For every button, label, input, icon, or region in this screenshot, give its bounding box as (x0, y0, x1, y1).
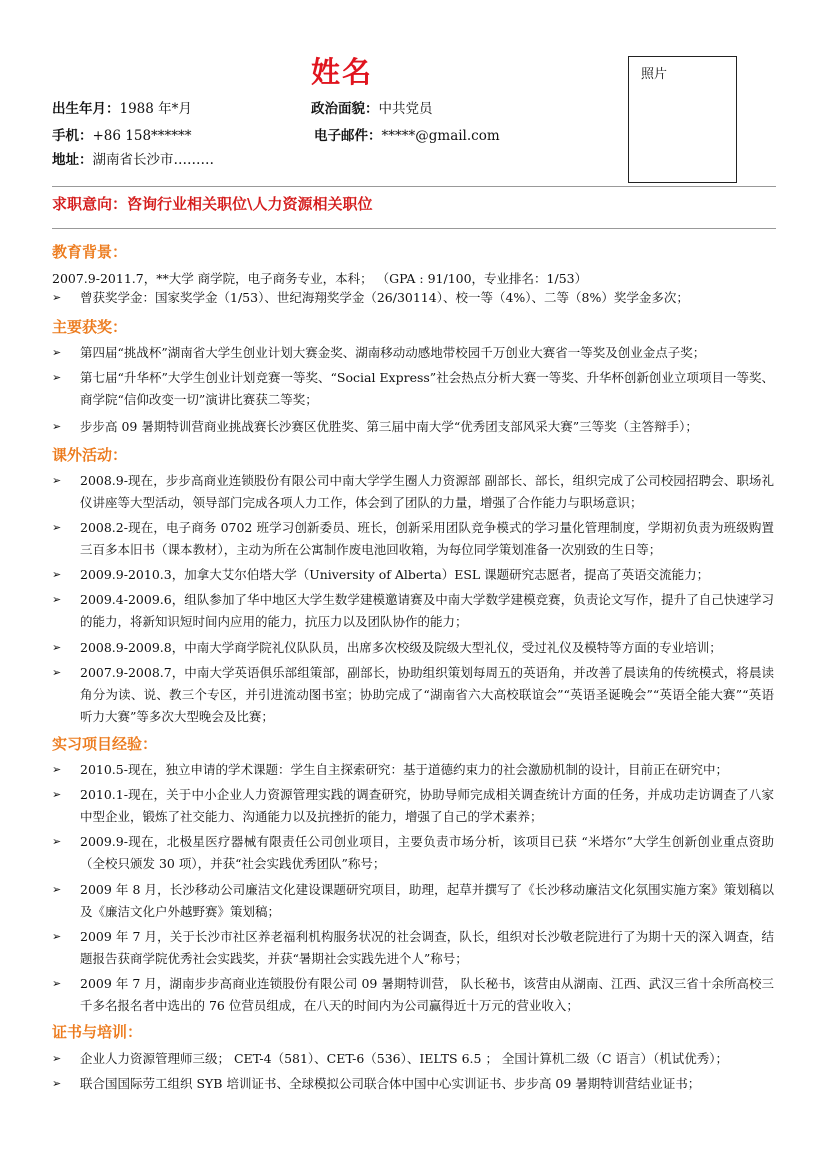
political-label: 政治面貌： (311, 101, 379, 117)
bullet-icon: ➢ (52, 371, 62, 384)
bullet-icon: ➢ (52, 521, 62, 534)
political-value: 中共党员 (378, 101, 433, 117)
list-item (52, 470, 776, 514)
list-item (52, 637, 776, 659)
bullet-icon: ➢ (52, 420, 62, 433)
address-row (52, 148, 214, 168)
list-item (52, 342, 776, 364)
list-item (52, 973, 776, 1017)
education-line: 2007.9-2011.7，**大学 商学院，电子商务专业，本科； （GPA : 91/100，专业排名：1/53） (52, 271, 588, 286)
divider-objective (52, 228, 776, 229)
bullet-icon: ➢ (52, 593, 62, 606)
list-item (52, 517, 776, 561)
birth-label: 出生年月： (52, 101, 120, 117)
bullet-icon: ➢ (52, 883, 62, 896)
list-item-text: 2009.4-2009.6，组队参加了华中地区大学生数学建模邀请赛及中南大学数学建模竞赛，负责论文写作，提升了自己快速学习的能力，将新知识短时间内应用的能力，抗压力以及团队协作的能力； (80, 592, 774, 629)
list-item (52, 831, 776, 875)
photo-placeholder (628, 56, 737, 183)
list-item-text: 2009 年 8 月，长沙移动公司廉洁文化建设课题研究项目，助理，起草并撰写了《长沙移动廉洁文化氛围实施方案》策划稿以及《廉洁文化户外越野赛》策划稿； (80, 882, 774, 919)
bullet-icon: ➢ (52, 835, 62, 848)
political-row (311, 97, 433, 117)
list-item (52, 287, 776, 309)
list-item (52, 879, 776, 923)
bullet-icon: ➢ (52, 568, 62, 581)
bullet-icon: ➢ (52, 788, 62, 801)
list-item-text: 联合国国际劳工组织 SYB 培训证书、全球模拟公司联合体中国中心实训证书、步步高 09 暑期特训营结业证书； (80, 1076, 701, 1091)
list-item-text: 2007.9-2008.7，中南大学英语俱乐部组策部，副部长，协助组织策划每周五的英语角，并改善了晨读角的传统模式，将晨读角分为读、说、教三个专区，并引进流动图书室；协助完成了“湖南省六大高校联谊会”“英语圣诞晚会”“英语全能大赛”“英语听力大赛”等多次大型晚会及比赛； (80, 665, 774, 724)
list-item-text: 企业人力资源管理师三级； CET-4（581）、CET-6（536）、IELTS 6.5 ； 全国计算机二级（C 语言）（机试优秀）； (80, 1051, 728, 1066)
divider-top (52, 186, 776, 187)
list-item-text: 2008.9-现在，步步高商业连锁股份有限公司中南大学学生圈人力资源部 副部长、部长，组织完成了公司校园招聘会、职场礼仪讲座等大型活动，领导部门完成各项人力工作，体会到了团队的力量，增强了合作能力与职场意识； (80, 473, 774, 510)
bullet-icon: ➢ (52, 930, 62, 943)
list-item (52, 784, 776, 828)
list-item-text: 2009.9-2010.3，加拿大艾尔伯塔大学（University of Alberta）ESL 课题研究志愿者，提高了英语交流能力； (80, 567, 710, 582)
list-item-text: 第七届“升华杯”大学生创业计划竞赛一等奖、“Social Express”社会热点分析大赛一等奖、升华杯创新创业立项项目一等奖、商学院“信仰改变一切”演讲比赛获二等奖； (80, 370, 774, 407)
list-item (52, 759, 776, 781)
list-item-text: 2009.9-现在，北极星医疗器械有限责任公司创业项目，主要负责市场分析，该项目已获 “米塔尔”大学生创新创业重点资助（全校只颁发 30 项），并获“社会实践优秀团队”称号； (80, 834, 774, 871)
list-item (52, 1048, 776, 1070)
birth-row (52, 97, 192, 117)
bullet-icon: ➢ (52, 346, 62, 359)
list-item (52, 416, 776, 438)
list-item-text: 2009 年 7 月，关于长沙市社区养老福利机构服务状况的社会调查，队长，组织对长沙敬老院进行了为期十天的深入调查，结题报告获商学院优秀社会实践奖，并获“暑期社会实践先进个人”称号； (80, 929, 774, 966)
bullet-icon: ➢ (52, 641, 62, 654)
bullet-icon: ➢ (52, 666, 62, 679)
email-value: *****@gmail.com (381, 128, 500, 144)
name-title: 姓名 (311, 55, 374, 89)
phone-value: +86 158****** (92, 128, 192, 144)
bullet-icon: ➢ (52, 1077, 62, 1090)
list-item-text: 2008.9-2009.8，中南大学商学院礼仪队队员，出席多次校级及院级大型礼仪，受过礼仪及模特等方面的专业培训； (80, 640, 722, 655)
bullet-icon: ➢ (52, 474, 62, 487)
bullet-icon: ➢ (52, 977, 62, 990)
email-label: 电子邮件： (314, 128, 382, 144)
job-objective: 求职意向：咨询行业相关职位\人力资源相关职位 (52, 195, 373, 213)
list-item-text: 第四届“挑战杯”湖南省大学生创业计划大赛金奖、湖南移动动感地带校园千万创业大赛省一等奖及创业金点子奖； (80, 345, 706, 360)
email-row (314, 124, 500, 144)
phone-row (52, 124, 192, 144)
list-item-text: 2010.1-现在，关于中小企业人力资源管理实践的调查研究，协助导师完成相关调查统计方面的任务，并成功走访调查了八家中型企业，锻炼了社交能力、沟通能力以及抗挫折的能力，增强了自己的学术素养； (80, 787, 774, 824)
list-item-text: 步步高 09 暑期特训营商业挑战赛长沙赛区优胜奖、第三届中南大学“优秀团支部风采大赛”三等奖（主答辩手）； (80, 419, 698, 434)
list-item (52, 662, 776, 728)
address-label: 地址： (52, 152, 93, 168)
section-title-awards: 主要获奖： (52, 318, 128, 336)
list-item (52, 564, 776, 586)
bullet-icon: ➢ (52, 291, 62, 304)
list-item-text: 2010.5-现在，独立申请的学术课题：学生自主探索研究：基于道德约束力的社会激励机制的设计，目前正在研究中； (80, 762, 728, 777)
section-title-internships: 实习项目经验： (52, 735, 158, 753)
list-item-text: 曾获奖学金：国家奖学金（1/53）、世纪海翔奖学金（26/30114）、校一等（4%）、二等（8%）奖学金多次； (80, 290, 689, 305)
list-item (52, 926, 776, 970)
list-item (52, 589, 776, 633)
section-title-activities: 课外活动： (52, 446, 128, 464)
address-value: 湖南省长沙市……… (92, 152, 214, 168)
photo-label: 照片 (641, 67, 668, 82)
bullet-icon: ➢ (52, 1052, 62, 1065)
list-item-text: 2009 年 7 月，湖南步步高商业连锁股份有限公司 09 暑期特训营， 队长秘书，该营由从湖南、江西、武汉三省十余所高校三千多名报名者中选出的 76 位营员组成，在八天的时间内为公司赢得近十万元的营业收入； (80, 976, 774, 1013)
list-item (52, 367, 776, 411)
bullet-icon: ➢ (52, 763, 62, 776)
section-title-education: 教育背景： (52, 243, 128, 261)
section-title-certificates: 证书与培训： (52, 1023, 143, 1041)
phone-label: 手机： (52, 128, 93, 144)
list-item-text: 2008.2-现在，电子商务 0702 班学习创新委员、班长，创新采用团队竞争模式的学习量化管理制度，学期初负责为班级购置三百多本旧书（课本教材），主动为所在公寓制作废电池回收箱，为每位同学策划准备一次别致的生日等； (80, 520, 774, 557)
list-item (52, 1073, 776, 1095)
birth-value: 1988 年*月 (119, 101, 192, 117)
